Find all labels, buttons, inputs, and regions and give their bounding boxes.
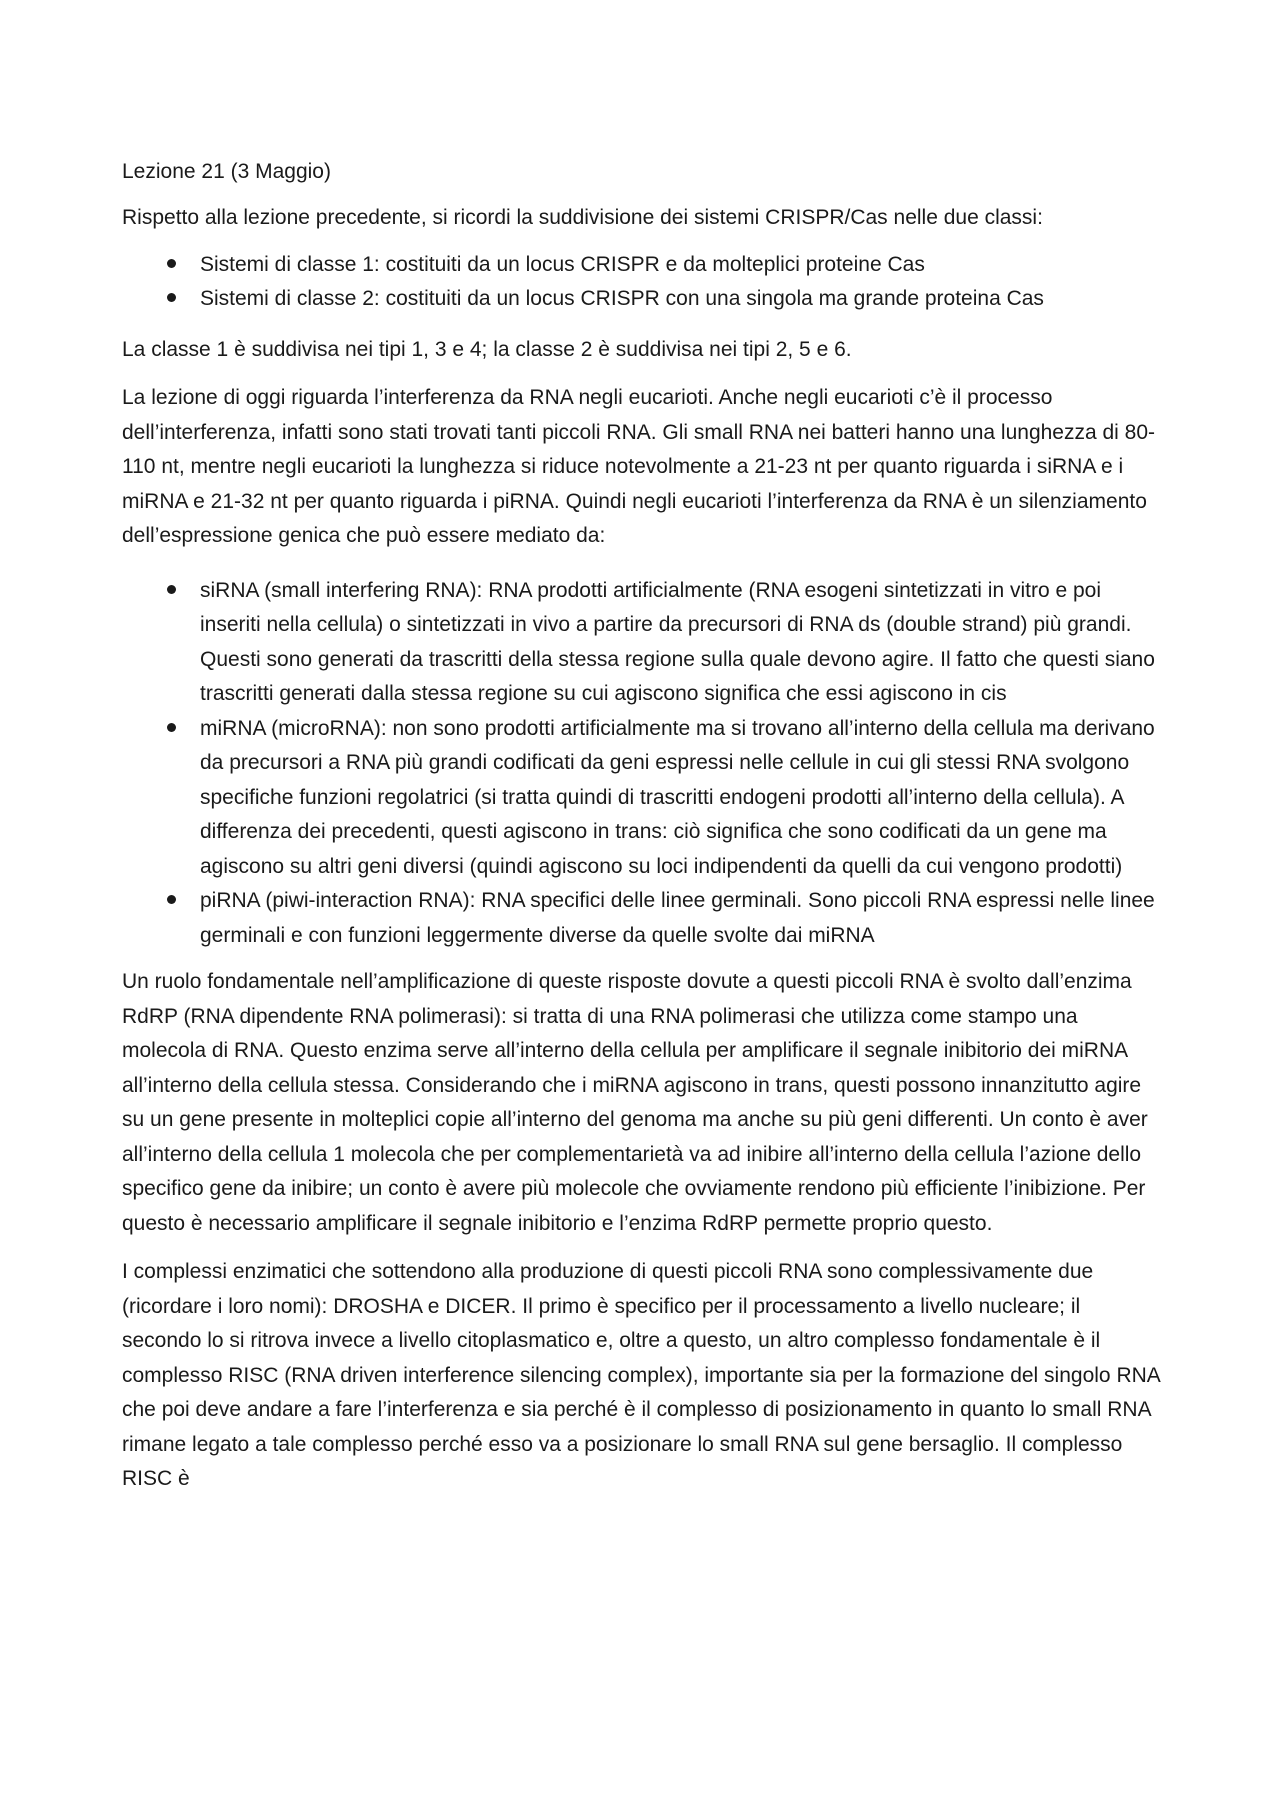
list-item: piRNA (piwi-interaction RNA): RNA specifici delle linee germinali. Sono piccoli RNA espressi nelle linee germinali e con funzioni leggermente diverse da quelle svolte dai miRNA — [200, 884, 1162, 953]
list-item: Sistemi di classe 1: costituiti da un locus CRISPR e da molteplici proteine Cas — [200, 248, 1162, 283]
list-item: siRNA (small interfering RNA): RNA prodotti artificialmente (RNA esogeni sintetizzati in vitro e poi inseriti nella cellula) o sintetizzati in vivo a partire da precursori di RNA ds (double strand) più grandi. Questi sono generati da trascritti della stessa regione sulla quale devono agire. Il fatto che questi siano trascritti generati dalla stessa regione su cui agiscono significa che essi agiscono in cis — [200, 574, 1162, 712]
lesson-title: Lezione 21 (3 Maggio) — [122, 160, 331, 183]
small-rna-types-list — [122, 574, 1162, 954]
types-paragraph: La classe 1 è suddivisa nei tipi 1, 3 e 4; la classe 2 è suddivisa nei tipi 2, 5 e 6. — [122, 337, 852, 361]
crispr-classes-list — [122, 248, 1162, 317]
rdrp-paragraph: Un ruolo fondamentale nell’amplificazione di queste risposte dovute a questi piccoli RNA è svolto dall’enzima RdRP (RNA dipendente RNA polimerasi): si tratta di una RNA polimerasi che utilizza come stampo una molecola di RNA. Questo enzima serve all’interno della cellula per amplificare il segnale inibitorio dei miRNA all’interno della cellula stessa. Considerando che i miRNA agiscono in trans, questi possono innanzitutto agire su un gene presente in molteplici copie all’interno del genoma ma anche su più geni differenti. Un conto è aver all’interno della cellula 1 molecola che per complementarietà va ad inibire all’interno della cellula l’azione dello specifico gene da inibire; un conto è avere più molecole che ovviamente rendono più efficiente l’inibizione. Per questo è necessario amplificare il segnale inibitorio e l’enzima RdRP permette proprio questo. — [122, 970, 1148, 1235]
bullet-icon — [164, 248, 178, 283]
rnai-paragraph: La lezione di oggi riguarda l’interferenza da RNA negli eucarioti. Anche negli eucarioti c’è il processo dell’interferenza, infatti sono stati trovati tanti piccoli RNA. Gli small RNA nei batteri hanno una lunghezza di 80-110 nt, mentre negli eucarioti la lunghezza si riduce notevolmente a 21-23 nt per quanto riguarda i siRNA e i miRNA e 21-32 nt per quanto riguarda i piRNA. Quindi negli eucarioti l’interferenza da RNA è un silenziamento dell’espressione genica che può essere mediato da: — [122, 386, 1156, 547]
bullet-icon — [164, 574, 178, 609]
list-item: miRNA (microRNA): non sono prodotti artificialmente ma si trovano all’interno della cellula ma derivano da precursori a RNA più grandi codificati da geni espressi nelle cellule in cui gli stessi RNA svolgono specifiche funzioni regolatrici (si tratta quindi di trascritti endogeni prodotti all’interno della cellula). A differenza dei precedenti, questi agiscono in trans: ciò significa che sono codificati da un gene ma agiscono su altri geni diversi (quindi agiscono su loci indipendenti da quelli da cui vengono prodotti) — [200, 712, 1162, 885]
bullet-icon — [164, 712, 178, 747]
intro-paragraph: Rispetto alla lezione precedente, si ricordi la suddivisione dei sistemi CRISPR/Cas nelle due classi: — [122, 206, 1043, 229]
bullet-icon — [164, 282, 178, 317]
list-item: Sistemi di classe 2: costituiti da un locus CRISPR con una singola ma grande proteina Cas — [200, 282, 1162, 317]
bullet-icon — [164, 884, 178, 919]
complexes-paragraph: I complessi enzimatici che sottendono alla produzione di questi piccoli RNA sono complessivamente due (ricordare i loro nomi): DROSHA e DICER. Il primo è specifico per il processamento a livello nucleare; il secondo lo si ritrova invece a livello citoplasmatico e, oltre a questo, un altro complesso fondamentale è il complesso RISC (RNA driven interference silencing complex), importante sia per la formazione del singolo RNA che poi deve andare a fare l’interferenza e sia perché è il complesso di posizionamento in quanto lo small RNA rimane legato a tale complesso perché esso va a posizionare lo small RNA sul gene bersaglio. Il complesso RISC è — [122, 1260, 1160, 1490]
